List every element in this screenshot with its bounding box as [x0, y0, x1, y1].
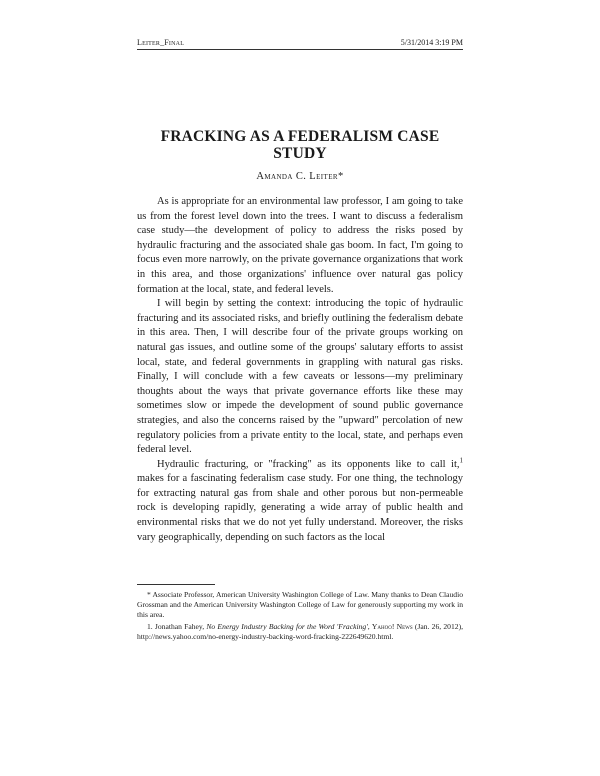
footnote-star: * Associate Professor, American University Washington College of Law. Many thanks to Dean Claudio Grossman and the American University Washington College of Law for generously supporting my work in this area. — [137, 590, 463, 620]
footnote-1-publication: Yahoo! News — [371, 621, 413, 631]
article-body — [137, 195, 463, 545]
footnote-ref-1: 1 — [459, 456, 463, 465]
body-paragraph-3 — [137, 458, 463, 546]
running-header-timestamp: 5/31/2014 3:19 PM — [400, 38, 463, 47]
author-byline — [137, 171, 463, 182]
article-title-line-2: STUDY — [273, 145, 327, 162]
body-paragraph-2: I will begin by setting the context: introducing the topic of hydraulic fracturing and its associated risks, and briefly outlining the federalism debate in this area. Then, I will describe four of the private groups working on natural gas issues, and outline some of the groups' salutary efforts to assist local, state, and federal governments in grappling with natural gas risks. Finally, I will conclude with a few caveats or lessons—my preliminary thoughts about the ways that private governance efforts like these may sometimes slow or impede the development of sound public governance strategies, and also the concerns raised by the "upward" percolation of new regulatory policies from a private entity to the local, state, and perhaps even federal level. — [137, 298, 463, 456]
article-title-line-1: FRACKING AS A FEDERALISM CASE — [160, 128, 440, 145]
footnote-rule — [137, 584, 215, 585]
header-rule — [137, 49, 463, 50]
footnote-1-sep: , — [367, 621, 372, 631]
footnote-1-title: No Energy Industry Backing for the Word 'Fracking' — [206, 621, 368, 631]
body-paragraph-3-rest: makes for a fascinating federalism case study. For one thing, the technology for extracting natural gas from shale and other porous but non-permeable rock is developing rapidly, generating a wide array of public health and environmental risks that we do not yet fully understand. Moreover, the risks vary geographically, depending on such factors as the local — [137, 473, 463, 543]
article-title — [137, 128, 463, 162]
footnote-1 — [137, 622, 463, 642]
author-footnote-marker: * — [337, 171, 344, 182]
footnote-1-citation: (Jan. 26, 2012), http://news.yahoo.com/no-energy-industry-backing-word-fracking-222649620.html. — [137, 621, 464, 641]
body-paragraph-1: As is appropriate for an environmental law professor, I am going to take us from the forest level down into the trees. I want to discuss a federalism case study—the development of policy to address the risks posed by hydraulic fracturing and the associated shale gas boom. In fact, I'm going to focus even more narrowly, on the private governance organizations that work in this area, and those organizations' influence over natural gas policy formation at the local, state, and federal levels. — [137, 196, 463, 295]
author-name: Amanda C. Leiter — [256, 171, 338, 182]
running-header-filename: Leiter_Final — [137, 38, 185, 47]
body-paragraph-3-start: Hydraulic fracturing, or "fracking" as its opponents like to call it, — [157, 458, 460, 470]
footnotes — [137, 590, 463, 643]
footnote-1-author: 1. Jonathan Fahey, — [147, 621, 207, 631]
